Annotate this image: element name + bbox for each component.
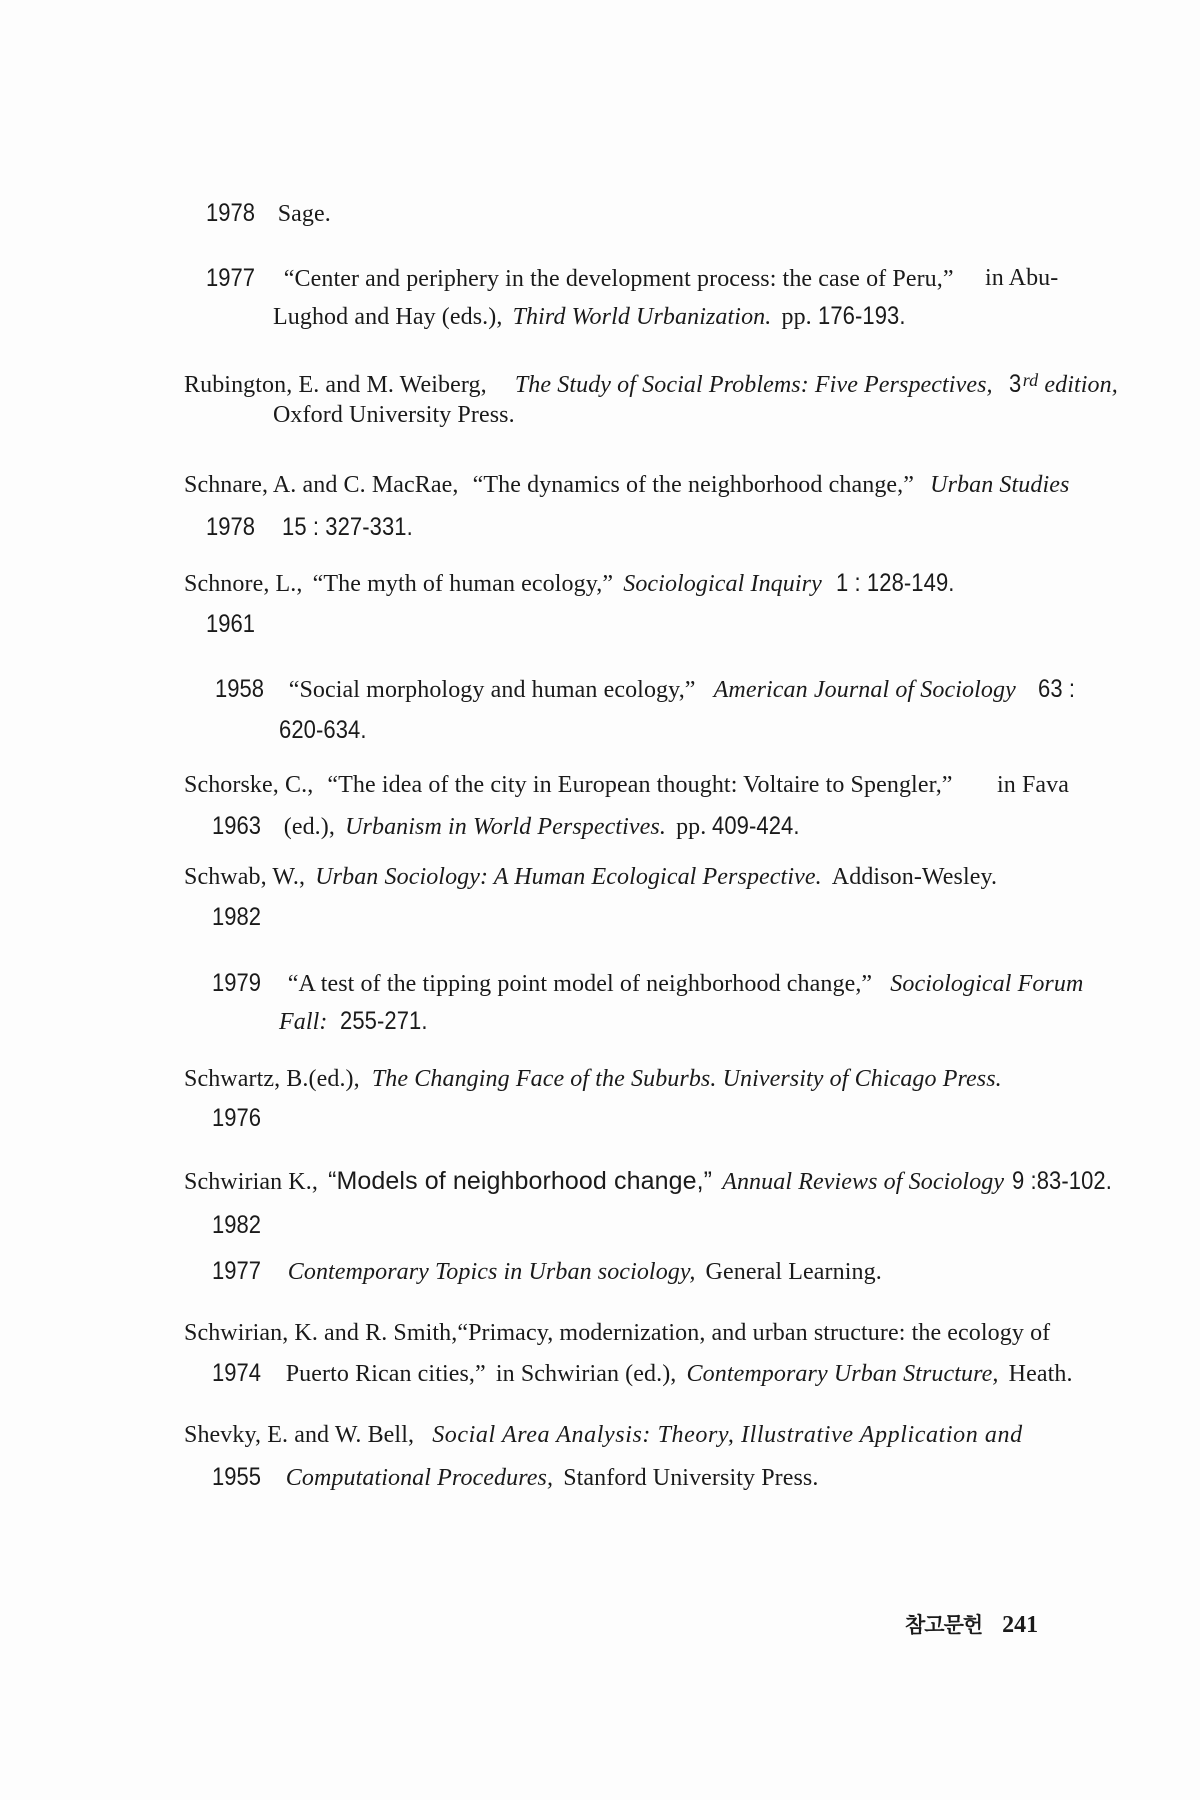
- reference-line: [212, 811, 812, 842]
- reference-line: [184, 1420, 1023, 1450]
- page-footer: [905, 1610, 1038, 1640]
- reference-year: 1979: [212, 969, 261, 997]
- reference-text: in Schwirian (ed.),: [495, 1361, 677, 1387]
- reference-edition: edition,: [1044, 372, 1118, 398]
- reference-article: Puerto Rican cities,”: [285, 1361, 486, 1387]
- section-title: 참고문헌: [905, 1613, 983, 1637]
- reference-line: [184, 568, 971, 599]
- reference-issue: Fall:: [279, 1009, 328, 1035]
- reference-year: 1976: [212, 1104, 261, 1132]
- reference-author: Rubington, E. and M. Weiberg,: [184, 372, 487, 398]
- reference-article: “The dynamics of the neighborhood change,”: [472, 472, 915, 498]
- reference-line: [212, 1103, 268, 1134]
- reference-journal: Annual Reviews of Sociology: [722, 1169, 1005, 1195]
- reference-text: pp.: [676, 814, 707, 840]
- reference-line: [206, 512, 430, 543]
- reference-volume: 63 :: [1037, 675, 1076, 703]
- reference-title: Urbanism in World Perspectives.: [345, 814, 666, 840]
- reference-year: 1974: [212, 1359, 261, 1387]
- reference-title: Contemporary Urban Structure,: [686, 1361, 999, 1387]
- reference-title: Third World Urbanization.: [512, 304, 772, 330]
- reference-text: pp.: [781, 304, 812, 330]
- reference-author: Schwirian K.,: [184, 1169, 318, 1195]
- reference-author: Schnore, L.,: [184, 571, 303, 597]
- reference-pages: 620-634.: [279, 716, 367, 744]
- reference-article: “Center and periphery in the development process: the case of Peru,”: [283, 266, 954, 292]
- reference-pages: 409-424.: [712, 812, 801, 840]
- reference-publisher: Addison-Wesley.: [831, 864, 998, 890]
- reference-line: [985, 263, 1058, 293]
- reference-line: [184, 365, 1118, 400]
- reference-line: [279, 1006, 439, 1037]
- reference-article: “The myth of human ecology,”: [312, 571, 614, 597]
- reference-author: Schwirian, K. and R. Smith,: [184, 1320, 458, 1346]
- reference-text: Lughod and Hay (eds.),: [273, 304, 503, 330]
- reference-volume: 15 : 327-331.: [281, 513, 413, 541]
- reference-article: “The idea of the city in European thought: Voltaire to Spengler,”: [327, 772, 953, 798]
- reference-journal: Sociological Inquiry: [623, 571, 822, 597]
- reference-line: [212, 1210, 268, 1241]
- reference-line: [997, 770, 1069, 800]
- reference-pages: 176-193.: [817, 302, 906, 330]
- reference-journal: Urban Studies: [930, 472, 1070, 498]
- reference-article: “Social morphology and human ecology,”: [288, 677, 696, 703]
- reference-edition-suffix: rd: [1022, 370, 1039, 390]
- reference-text: in Abu-: [985, 265, 1059, 291]
- reference-line: [212, 1358, 1073, 1389]
- reference-year: 1978: [206, 513, 255, 541]
- reference-publisher: Heath.: [1008, 1361, 1073, 1387]
- reference-volume: 1 : 128-149.: [835, 569, 955, 597]
- reference-pages: 255-271.: [339, 1007, 428, 1035]
- reference-author: Schwab, W.,: [184, 864, 306, 890]
- reference-line: [273, 400, 515, 430]
- page-number: 241: [1002, 1612, 1039, 1638]
- reference-year: 1963: [212, 812, 261, 840]
- reference-line: [184, 470, 1069, 500]
- reference-edition-number: 3: [1008, 370, 1022, 398]
- reference-year: 1977: [206, 264, 255, 292]
- reference-line: [206, 198, 331, 229]
- reference-year: 1982: [212, 1211, 261, 1239]
- reference-line: [212, 1256, 882, 1287]
- reference-line: [184, 770, 953, 800]
- reference-article: “A test of the tipping point model of neighborhood change,”: [287, 971, 873, 997]
- reference-author: Schwartz, B.(ed.),: [184, 1066, 360, 1092]
- reference-line: [184, 862, 997, 892]
- reference-line: [206, 609, 262, 640]
- reference-year: 1955: [212, 1463, 261, 1491]
- reference-year: 1982: [212, 903, 261, 931]
- reference-journal: American Journal of Sociology: [713, 677, 1016, 703]
- reference-article: “Models of neighborhood change,”: [328, 1167, 713, 1195]
- reference-author: Schnare, A. and C. MacRae,: [184, 472, 459, 498]
- reference-title: Computational Procedures,: [285, 1465, 554, 1491]
- reference-line: [212, 968, 1083, 999]
- reference-line: [215, 674, 1080, 705]
- reference-publisher: General Learning.: [705, 1259, 882, 1285]
- reference-title: Urban Sociology: A Human Ecological Perspective.: [315, 864, 822, 890]
- reference-text: (ed.),: [283, 814, 335, 840]
- reference-text: Sage.: [277, 201, 331, 227]
- reference-year: 1961: [206, 610, 255, 638]
- reference-line: [279, 715, 379, 746]
- reference-title: The Study of Social Problems: Five Perspectives,: [514, 372, 993, 398]
- reference-year: 1977: [212, 1257, 261, 1285]
- reference-line: [184, 1166, 1126, 1197]
- reference-line: [273, 301, 917, 332]
- reference-author: Schorske, C.,: [184, 772, 314, 798]
- reference-line: [184, 1318, 1050, 1348]
- reference-author: Shevky, E. and W. Bell,: [184, 1422, 415, 1448]
- reference-article: “Primacy, modernization, and urban structure: the ecology of: [457, 1320, 1051, 1346]
- reference-line: [184, 1064, 1002, 1094]
- reference-title: Social Area Analysis: Theory, Illustrative Application and: [432, 1422, 1023, 1448]
- reference-line: [212, 1462, 818, 1493]
- reference-publisher: Oxford University Press.: [273, 402, 515, 428]
- reference-title: The Changing Face of the Suburbs. University of Chicago Press.: [371, 1066, 1002, 1092]
- reference-text: in Fava: [997, 772, 1070, 798]
- reference-publisher: Stanford University Press.: [563, 1465, 819, 1491]
- reference-volume: 9 :83-102.: [1012, 1167, 1113, 1195]
- reference-year: 1978: [206, 199, 255, 227]
- reference-year: 1958: [215, 675, 264, 703]
- reference-line: [212, 902, 268, 933]
- reference-title: Contemporary Topics in Urban sociology,: [287, 1259, 696, 1285]
- reference-line: [206, 263, 954, 294]
- reference-journal: Sociological Forum: [890, 971, 1084, 997]
